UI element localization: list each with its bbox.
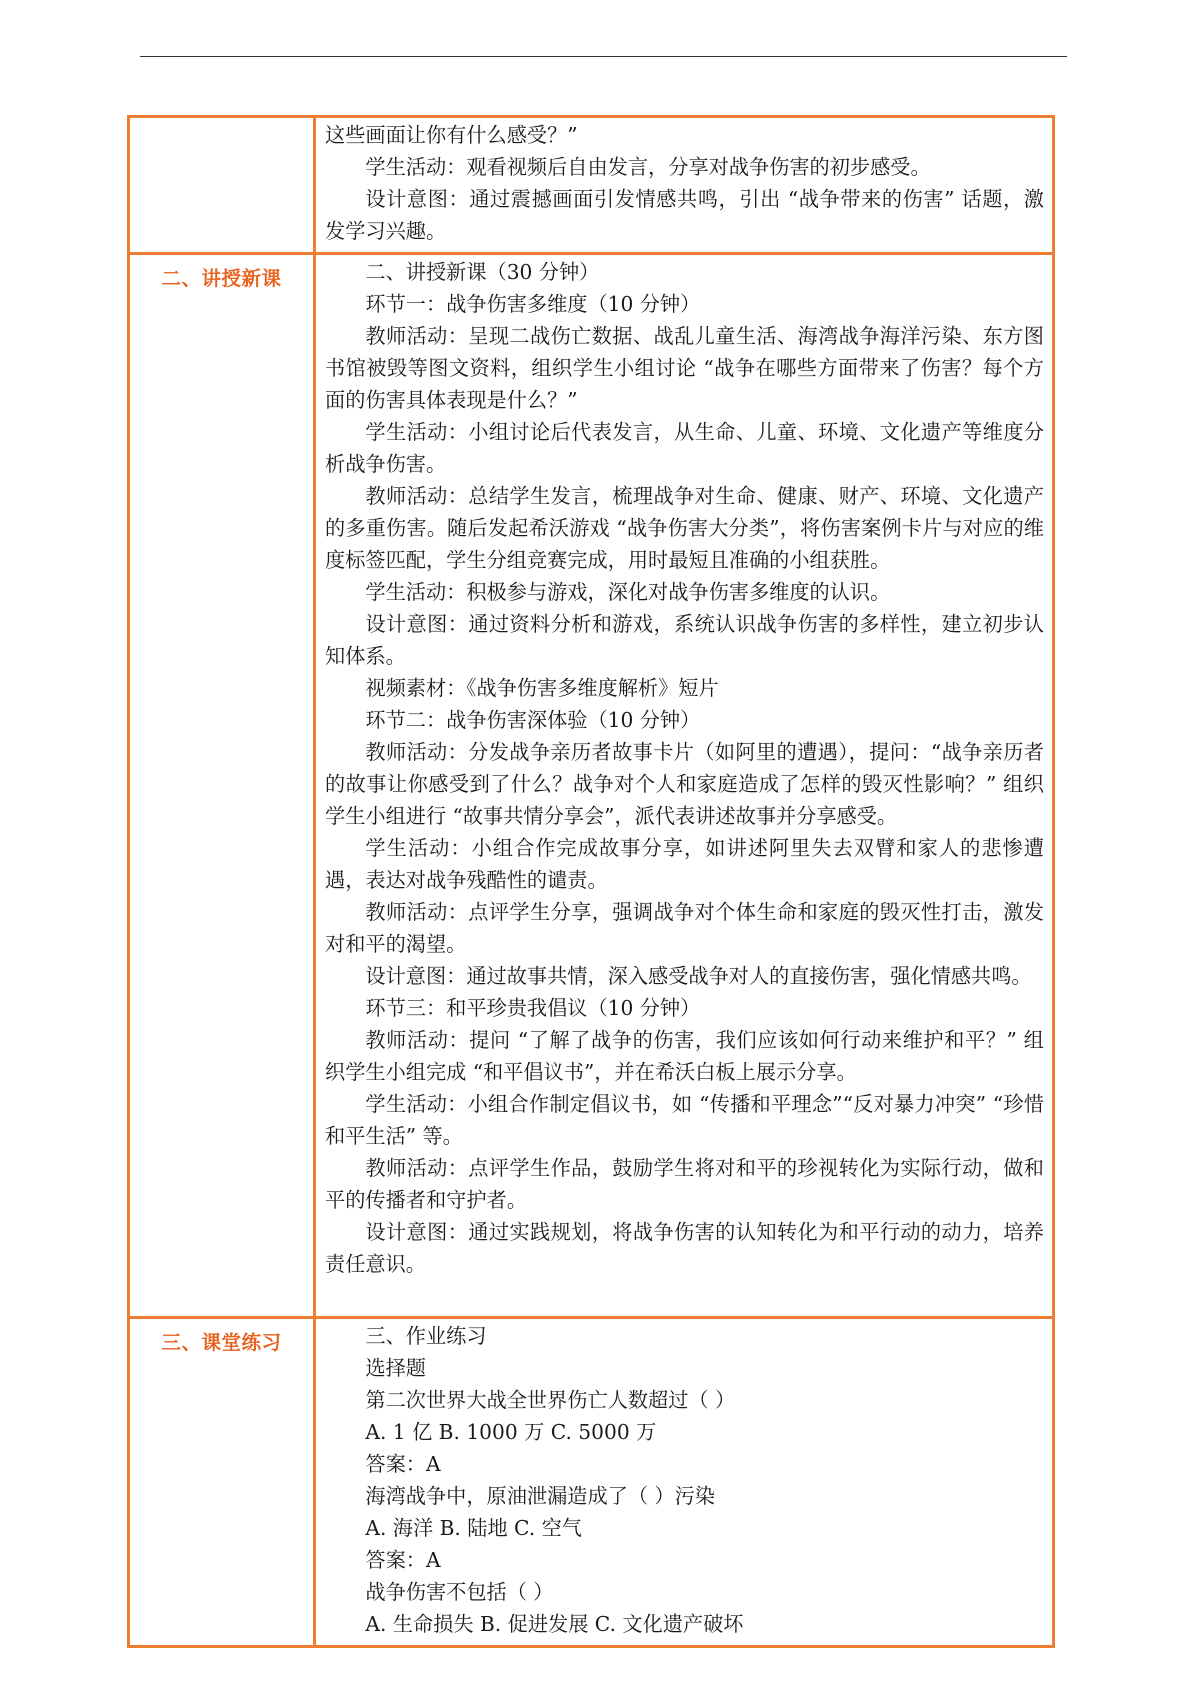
paragraph: 学生活动：小组合作完成故事分享，如讲述阿里失去双臂和家人的悲惨遭遇，表达对战争残酷性的谴责。: [325, 836, 1044, 892]
paragraph: 二、讲授新课（30 分钟）: [365, 260, 600, 284]
section-content: [315, 117, 1054, 254]
paragraph: 学生活动：小组讨论后代表发言，从生命、儿童、环境、文化遗产等维度分析战争伤害。: [325, 420, 1044, 476]
paragraph: 设计意图：通过资料分析和游戏，系统认识战争伤害的多样性，建立初步认知体系。: [325, 612, 1044, 668]
paragraph: 三、作业练习: [365, 1324, 487, 1348]
paragraph: 设计意图：通过故事共情，深入感受战争对人的直接伤害，强化情感共鸣。: [365, 964, 1032, 988]
paragraph: 环节三：和平珍贵我倡议（10 分钟）: [365, 996, 701, 1020]
paragraph: 第二次世界大战全世界伤亡人数超过（ ）: [365, 1388, 736, 1412]
paragraph: 环节一：战争伤害多维度（10 分钟）: [365, 292, 701, 316]
header-rule: [140, 56, 1067, 57]
paragraph: 环节二：战争伤害深体验（10 分钟）: [365, 708, 701, 732]
paragraph: 学生活动：小组合作制定倡议书，如 “传播和平理念”“反对暴力冲突” “珍惜和平生活” 等。: [325, 1092, 1044, 1148]
lesson-plan-table: [127, 115, 1055, 1648]
paragraph: 教师活动：呈现二战伤亡数据、战乱儿童生活、海湾战争海洋污染、东方图书馆被毁等图文资料，组织学生小组讨论 “战争在哪些方面带来了伤害？每个方面的伤害具体表现是什么？”: [325, 324, 1044, 412]
paragraph: A. 1 亿 B. 1000 万 C. 5000 万: [365, 1420, 657, 1444]
table-row-intro: [129, 117, 1054, 254]
paragraph: 教师活动：提问 “了解了战争的伤害，我们应该如何行动来维护和平？” 组织学生小组完成 “和平倡议书”，并在希沃白板上展示分享。: [325, 1028, 1044, 1084]
paragraph: 学生活动：积极参与游戏，深化对战争伤害多维度的认识。: [365, 580, 891, 604]
paragraph: 设计意图：通过实践规划，将战争伤害的认知转化为和平行动的动力，培养责任意识。: [325, 1220, 1044, 1276]
paragraph: 教师活动：点评学生分享，强调战争对个体生命和家庭的毁灭性打击，激发对和平的渴望。: [325, 900, 1044, 956]
paragraph: A. 生命损失 B. 促进发展 C. 文化遗产破坏: [365, 1612, 744, 1636]
paragraph: 设计意图：通过震撼画面引发情感共鸣，引出 “战争带来的伤害” 话题，激发学习兴趣。: [325, 187, 1044, 243]
paragraph: 选择题: [365, 1356, 426, 1380]
section-label: 二、讲授新课: [129, 254, 315, 1318]
section-label: 三、课堂练习: [129, 1318, 315, 1647]
paragraph: A. 海洋 B. 陆地 C. 空气: [365, 1516, 582, 1540]
section-content: [315, 254, 1054, 1318]
paragraph: 海湾战争中，原油泄漏造成了（ ）污染: [365, 1484, 715, 1508]
paragraph: 答案：A: [365, 1452, 441, 1476]
section-content: [315, 1318, 1054, 1647]
table-row-practice: [129, 1318, 1054, 1647]
paragraph: 教师活动：分发战争亲历者故事卡片（如阿里的遭遇），提问：“战争亲历者的故事让你感受到了什么？战争对个人和家庭造成了怎样的毁灭性影响？” 组织学生小组进行 “故事共情分享会”，派代表讲述故事并分享感受。: [325, 740, 1044, 828]
table-row-new-lesson: [129, 254, 1054, 1318]
paragraph: 教师活动：点评学生作品，鼓励学生将对和平的珍视转化为实际行动，做和平的传播者和守护者。: [325, 1156, 1044, 1212]
paragraph: 答案：A: [365, 1548, 441, 1572]
paragraph: 视频素材：《战争伤害多维度解析》短片: [365, 676, 719, 700]
paragraph: 教师活动：总结学生发言，梳理战争对生命、健康、财产、环境、文化遗产的多重伤害。随后发起希沃游戏 “战争伤害大分类”，将伤害案例卡片与对应的维度标签匹配，学生分组竞赛完成，用时最短且准确的小组获胜。: [325, 484, 1044, 572]
paragraph: 这些画面让你有什么感受？”: [325, 123, 578, 147]
section-label: [129, 117, 315, 254]
paragraph: 学生活动：观看视频后自由发言，分享对战争伤害的初步感受。: [365, 155, 931, 179]
paragraph: 战争伤害不包括（ ）: [365, 1580, 554, 1604]
